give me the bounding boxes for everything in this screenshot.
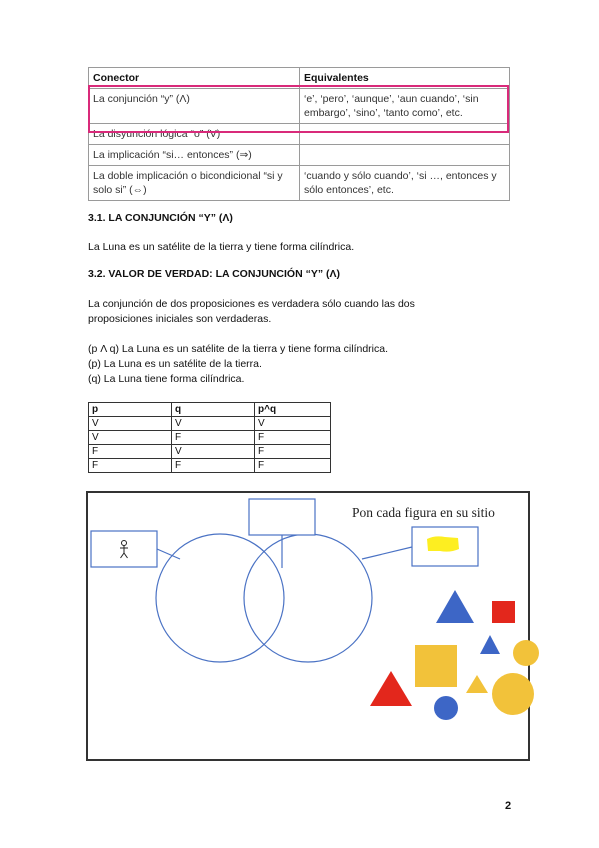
red-triangle[interactable] bbox=[370, 671, 412, 706]
example-sentence: La Luna es un satélite de la tierra y tiene forma cilíndrica. bbox=[88, 241, 355, 253]
yellow-circle-small[interactable] bbox=[513, 640, 539, 666]
table-cell: V bbox=[89, 417, 172, 431]
yellow-triangle-small[interactable] bbox=[466, 675, 488, 693]
table-cell: La doble implicación o bicondicional “si y solo si” (⇔) bbox=[89, 166, 300, 201]
table-cell: La conjunción “y” (Λ) bbox=[89, 89, 300, 124]
definition-line-1: La conjunción de dos proposiciones es verdadera sólo cuando las dos bbox=[88, 298, 415, 310]
table-cell: F bbox=[255, 445, 331, 459]
yellow-square-large[interactable] bbox=[415, 645, 457, 687]
table-cell: ‘e’, ‘pero’, ‘aunque’, ‘aun cuando’, ‘sin embargo’, ‘sino’, ‘tanto como’, etc. bbox=[300, 89, 510, 124]
yellow-circle-large[interactable] bbox=[492, 673, 534, 715]
venn-circle-right bbox=[244, 534, 372, 662]
connector-line-right bbox=[362, 547, 412, 559]
table-cell: F bbox=[255, 431, 331, 445]
proposition-pq: (p Λ q) La Luna es un satélite de la tierra y tiene forma cilíndrica. bbox=[88, 343, 389, 355]
table-cell: La disyunción lógica “o” (V) bbox=[89, 124, 300, 145]
blue-triangle-large[interactable] bbox=[436, 590, 474, 623]
column-header: p bbox=[89, 403, 172, 417]
blue-triangle-small[interactable] bbox=[480, 635, 500, 654]
proposition-q: (q) La Luna tiene forma cilíndrica. bbox=[88, 373, 245, 385]
table-cell: F bbox=[172, 431, 255, 445]
section-heading-3-1: 3.1. LA CONJUNCIÓN “Y” (Λ) bbox=[88, 212, 233, 224]
table-cell: ‘cuando y sólo cuando’, ‘si …, entonces y sólo entonces’, etc. bbox=[300, 166, 510, 201]
column-header: Equivalentes bbox=[300, 68, 510, 89]
highlighter-mark-icon bbox=[427, 536, 459, 551]
section-heading-3-2: 3.2. VALOR DE VERDAD: LA CONJUNCIÓN “Y” (Λ) bbox=[88, 268, 341, 280]
table-cell: V bbox=[172, 445, 255, 459]
table-cell: F bbox=[255, 459, 331, 473]
blue-circle[interactable] bbox=[434, 696, 458, 720]
table-cell: F bbox=[172, 459, 255, 473]
table-cell: V bbox=[172, 417, 255, 431]
red-square-small[interactable] bbox=[492, 601, 515, 623]
venn-circle-left bbox=[156, 534, 284, 662]
label-box-center[interactable] bbox=[249, 499, 315, 535]
table-cell: V bbox=[89, 431, 172, 445]
table-cell: V bbox=[255, 417, 331, 431]
column-header: q bbox=[172, 403, 255, 417]
activity-title: Pon cada figura en su sitio bbox=[352, 505, 495, 520]
table-cell: F bbox=[89, 459, 172, 473]
column-header: p^q bbox=[255, 403, 331, 417]
column-header: Conector bbox=[89, 68, 300, 89]
page-number: 2 bbox=[505, 800, 512, 812]
table-cell: La implicación “si… entonces” (⇒) bbox=[89, 145, 300, 166]
definition-line-2: proposiciones iniciales son verdaderas. bbox=[88, 313, 272, 325]
proposition-p: (p) La Luna es un satélite de la tierra. bbox=[88, 358, 262, 370]
table-cell: F bbox=[89, 445, 172, 459]
